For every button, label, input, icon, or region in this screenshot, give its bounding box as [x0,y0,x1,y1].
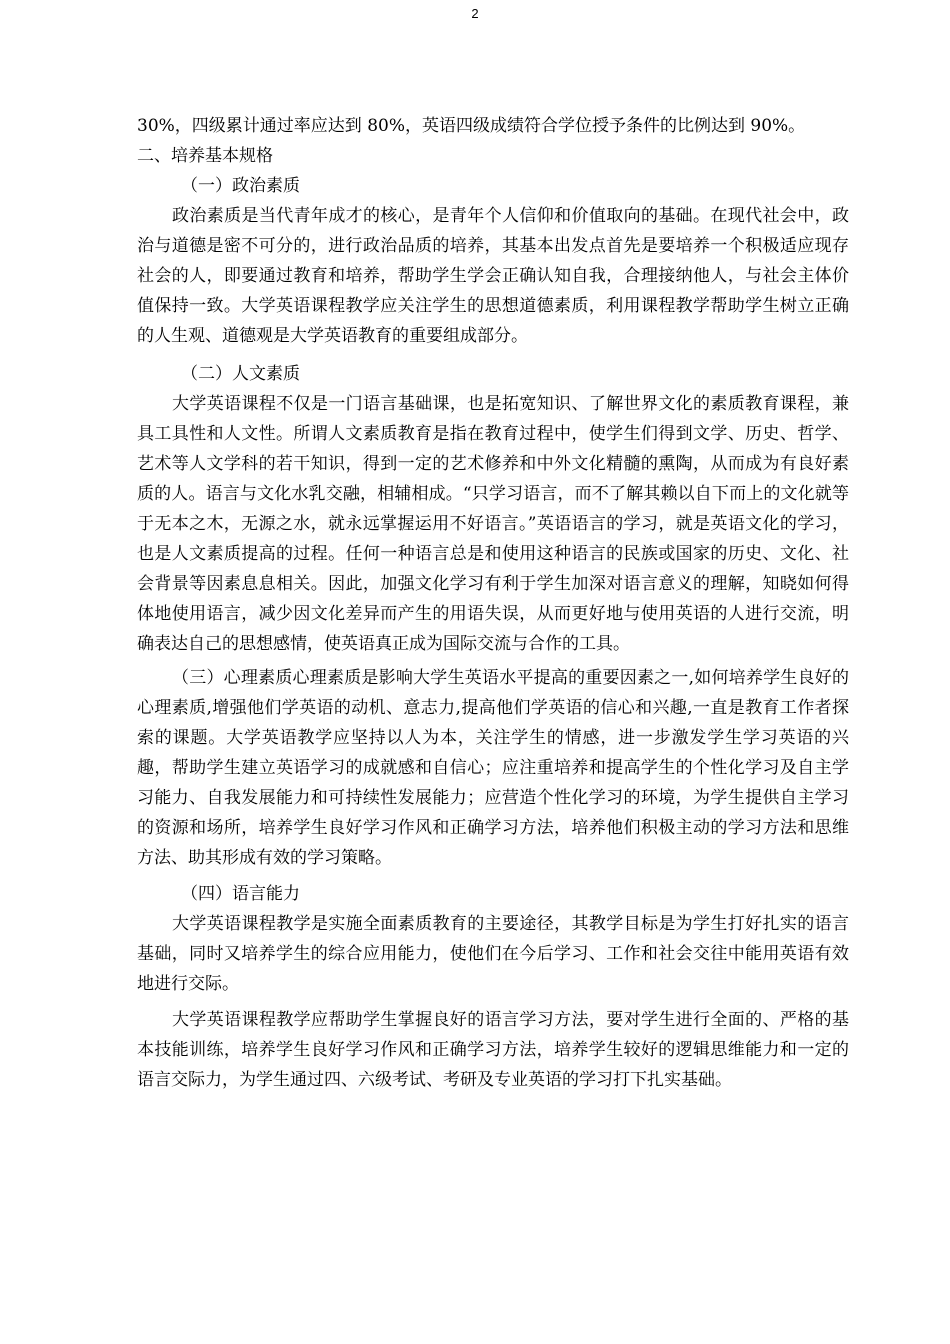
paragraph-humanities: 大学英语课程不仅是一门语言基础课，也是拓宽知识、了解世界文化的素质教育课程，兼具工具性和人文性。所谓人文素质教育是指在教育过程中，使学生们得到文学、历史、哲学、艺术等人文学科的若干知识，得到一定的艺术修养和中外文化精髓的熏陶，从而成为有良好素质的人。语言与文化水乳交融，相辅相成。“只学习语言，而不了解其赖以自下而上的文化就等于无本之木，无源之水，就永远掌握运用不好语言。”英语语言的学习，就是英语文化的学习，也是人文素质提高的过程。任何一种语言总是和使用这种语言的民族或国家的历史、文化、社会背景等因素息息相关。因此，加强文化学习有利于学生加深对语言意义的理解，知晓如何得体地使用语言，减少因文化差异而产生的用语失误，从而更好地与使用英语的人进行交流，明确表达自己的思想感情，使英语真正成为国际交流与合作的工具。 [137,394,849,654]
page-number: 2 [471,6,479,21]
paragraph-language-2: 大学英语课程教学应帮助学生掌握良好的语言学习方法，要对学生进行全面的、严格的基本技能训练，培养学生良好学习作风和正确学习方法，培养学生较好的逻辑思维能力和一定的语言交际力，为学生通过四、六级考试、考研及专业英语的学习打下扎实基础。 [137,1010,849,1090]
section-title: 二、培养基本规格 [137,146,273,166]
document-body [137,111,849,1095]
subsection-title-language: （四）语言能力 [181,884,300,904]
paragraph-political: 政治素质是当代青年成才的核心，是青年个人信仰和价值取向的基础。在现代社会中，政治与道德是密不可分的，进行政治品质的培养，其基本出发点首先是要培养一个积极适应现存社会的人，即要通过教育和培养，帮助学生学会正确认知自我，合理接纳他人，与社会主体价值保持一致。大学英语课程教学应关注学生的思想道德素质，利用课程教学帮助学生树立正确的人生观、道德观是大学英语教育的重要组成部分。 [137,206,849,346]
subsection-title-humanities: （二）人文素质 [181,364,300,384]
subsection-title-political: （一）政治素质 [181,176,300,196]
paragraph-language-1: 大学英语课程教学是实施全面素质教育的主要途径，其教学目标是为学生打好扎实的语言基础，同时又培养学生的综合应用能力，使他们在今后学习、工作和社会交往中能用英语有效地进行交际。 [137,914,849,994]
paragraph-psychological: （三）心理素质心理素质是影响大学生英语水平提高的重要因素之一,如何培养学生良好的心理素质,增强他们学英语的动机、意志力,提高他们学英语的信心和兴趣,一直是教育工作者探索的课题。大学英语教学应坚持以人为本，关注学生的情感，进一步激发学生学习英语的兴趣，帮助学生建立英语学习的成就感和自信心；应注重培养和提高学生的个性化学习及自主学习能力、自我发展能力和可持续性发展能力；应营造个性化学习的环境，为学生提供自主学习的资源和场所，培养学生良好学习作风和正确学习方法，培养他们积极主动的学习方法和思维方法、助其形成有效的学习策略。 [137,668,849,868]
continuation-paragraph: 30%，四级累计通过率应达到 80%，英语四级成绩符合学位授予条件的比例达到 90%。 [137,116,806,136]
